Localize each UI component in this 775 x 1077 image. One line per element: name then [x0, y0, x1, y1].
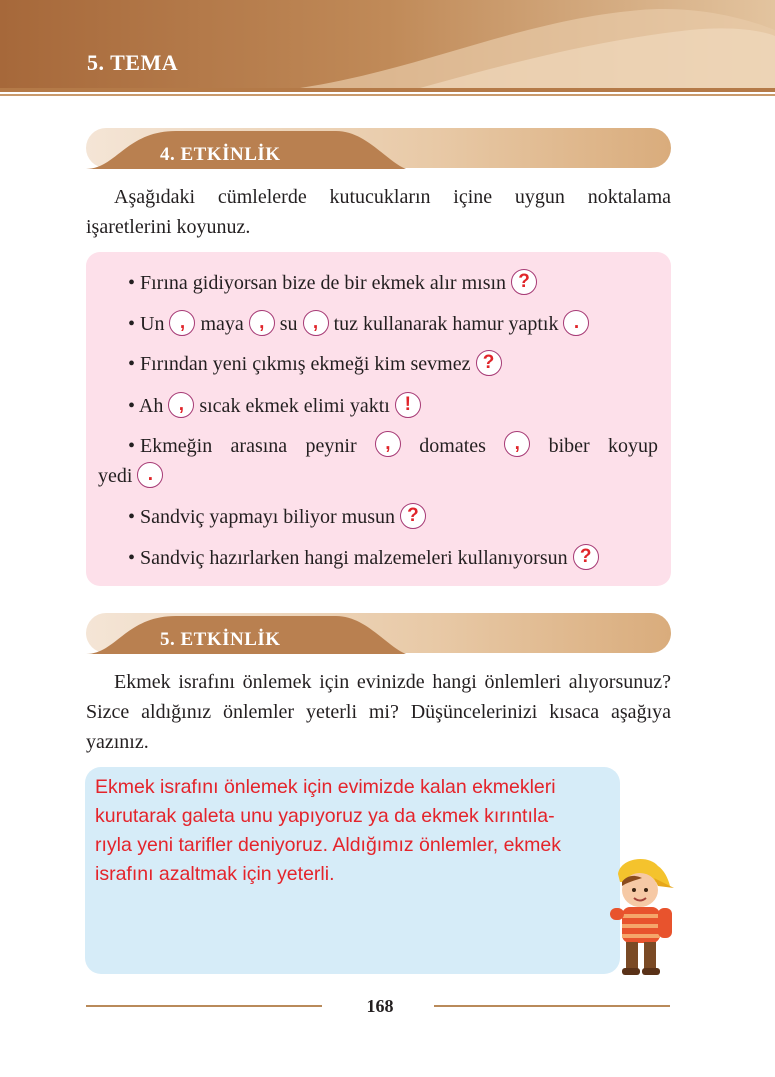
- activity4-title: 4. ETKİNLİK: [160, 144, 281, 165]
- sentence-4: • Ah , sıcak ekmek elimi yaktı !: [128, 392, 688, 420]
- activity5-question: Ekmek israfını önlemek için evinizde hangi önlemleri alıyorsunuz? Sizce aldığınız önlemler yeterli mi? Düşüncelerinizi kısaca aşağıya yazınız.: [86, 671, 671, 753]
- answer-box[interactable]: ?: [573, 544, 599, 570]
- sentence-3: • Fırından yeni çıkmış ekmeği kim sevmez ?: [128, 350, 688, 378]
- answer-box[interactable]: ,: [168, 392, 194, 418]
- activity4-instruction: Aşağıdaki cümlelerde kutucukların içine uygun noktalama işaretlerini koyunuz.: [86, 186, 671, 238]
- answer-box[interactable]: ,: [375, 431, 401, 457]
- activity5-title: 5. ETKİNLİK: [160, 629, 281, 650]
- sentence-5: • Ekmeğin arasına peynir , domates , biber koyup: [128, 433, 658, 457]
- sentence-1: • Fırına gidiyorsan bize de bir ekmek alır mısın ?: [128, 269, 688, 297]
- answer-box[interactable]: .: [563, 310, 589, 336]
- sentence-7: • Sandviç hazırlarken hangi malzemeleri kullanıyorsun ?: [128, 544, 688, 572]
- answer-box[interactable]: ,: [169, 310, 195, 336]
- answer-box[interactable]: .: [137, 462, 163, 488]
- header-banner: [0, 0, 775, 100]
- theme-title: 5. TEMA: [87, 50, 179, 75]
- handwritten-answer: Ekmek israfını önlemek için evimizde kalan ekmekleri kurutarak galeta unu yapıyoruz ya da ekmek kırıntıla- rıyla yeni tarifler deniyoruz. Aldığımız önlemler, ekmek israfını azaltmak için yeterli.: [95, 776, 562, 885]
- sentence-5-continued: yedi .: [98, 462, 658, 490]
- answer-box[interactable]: ?: [511, 269, 537, 295]
- page-number: 168: [366, 996, 394, 1016]
- answer-box[interactable]: ,: [504, 431, 530, 457]
- sentence-2: • Un , maya , su , tuz kullanarak hamur yaptık .: [128, 310, 688, 338]
- answer-box[interactable]: ,: [303, 310, 329, 336]
- answer-box[interactable]: ,: [249, 310, 275, 336]
- answer-box[interactable]: ?: [476, 350, 502, 376]
- sentence-6: • Sandviç yapmayı biliyor musun ?: [128, 503, 688, 531]
- child-illustration: [604, 852, 676, 977]
- footer-rule-left: [86, 1005, 322, 1007]
- answer-box[interactable]: ?: [400, 503, 426, 529]
- footer-rule-right: [434, 1005, 670, 1007]
- answer-box[interactable]: !: [395, 392, 421, 418]
